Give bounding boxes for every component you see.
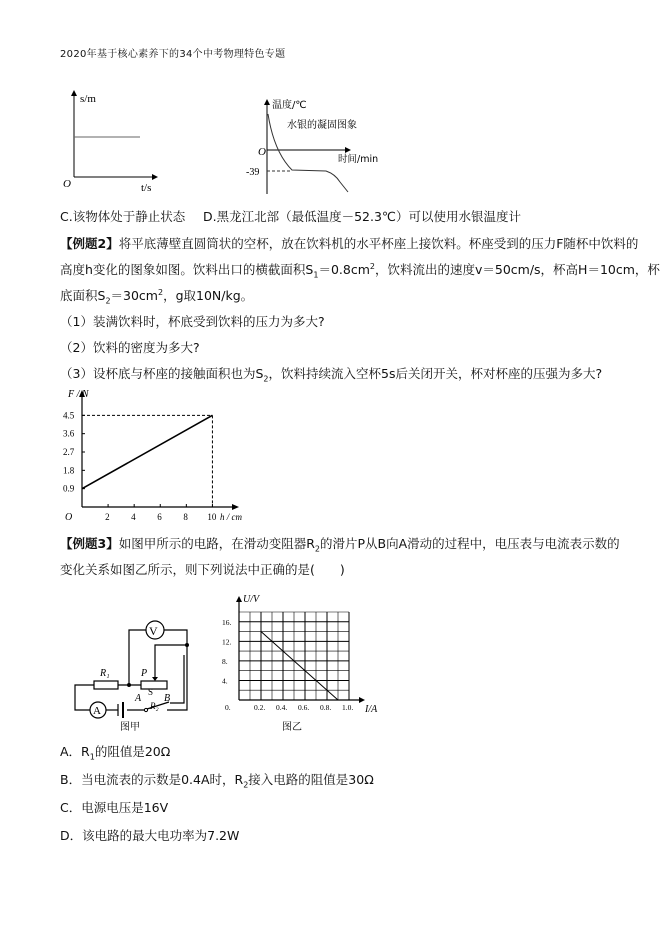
graph-title: 水银的凝固图象 <box>287 120 357 131</box>
example3-paragraph-line2: 变化关系如图乙所示，则下列说法中正确的是( ) <box>60 562 345 577</box>
origin-label: O <box>65 512 73 523</box>
rheostat-r2 <box>141 681 167 689</box>
text: ＝0.8cm <box>318 262 370 277</box>
figure-caption: 图乙 <box>282 722 302 733</box>
ammeter-label: A <box>93 705 101 717</box>
example3-paragraph-line1 <box>60 536 620 552</box>
x-tick-label: 0.6. <box>298 703 310 712</box>
junction <box>127 683 131 687</box>
option-b <box>60 772 374 788</box>
question-1: （1）装满饮料时，杯底受到饮料的压力为多大? <box>60 314 325 329</box>
y-tick-label: 12. <box>222 637 232 647</box>
y-tick-label: 16. <box>222 617 232 627</box>
x-axis-label: 时间/min <box>338 154 379 165</box>
superscript: 2 <box>158 287 164 297</box>
st-graph <box>55 85 175 195</box>
subscript: 1 <box>313 270 319 280</box>
text: B．当电流表的示数是0.4A时，R <box>60 772 244 787</box>
text: 底面积S <box>60 288 106 303</box>
resistor-r1 <box>94 681 118 689</box>
x-tick-label: 10 <box>207 512 217 522</box>
x-tick-label: 0. <box>225 703 231 712</box>
x-tick-label: 8 <box>183 512 188 522</box>
subscript: 2 <box>263 374 269 384</box>
example3-label: 【例题3】 <box>60 536 119 551</box>
option-d: D.黑龙江北部（最低温度－52.3℃）可以使用水银温度计 <box>203 209 521 224</box>
text: ，饮料持续流入空杯5s后关闭开关，杯对杯座的压强为多大? <box>268 366 603 381</box>
a-label: A <box>135 693 142 704</box>
circuit-diagram <box>60 605 200 735</box>
document-header: 2020年基于核心素养下的34个中考物理特色专题 <box>60 49 286 60</box>
data-line <box>82 415 212 488</box>
text: 的阻值是20Ω <box>94 744 171 759</box>
option-a <box>60 744 170 760</box>
mercury-solidification-graph <box>240 92 390 202</box>
example2-paragraph-line1 <box>60 236 638 252</box>
y-tick-label: 3.6 <box>63 428 75 439</box>
subscript: 1 <box>89 752 95 762</box>
text: ＝30cm <box>110 288 158 303</box>
option-c: C．电源电压是16V <box>60 800 169 815</box>
subscript: 2 <box>314 544 320 554</box>
s-label: S <box>148 687 154 697</box>
x-axis-label: h / cm <box>220 512 242 522</box>
b-label: B <box>164 693 171 704</box>
y-tick-label: 0.9 <box>63 483 75 494</box>
option-c: C.该物体处于静止状态 <box>60 209 186 224</box>
y-axis-label: s/m <box>80 93 96 105</box>
y-tick-label: 4. <box>222 676 228 686</box>
figure-caption: 图甲 <box>120 722 140 733</box>
subscript: 2 <box>243 780 249 790</box>
x-tick-label: 0.2. <box>254 703 266 712</box>
y-axis-label: U/V <box>243 594 260 605</box>
y-axis-label: 温度/℃ <box>272 100 307 111</box>
x-tick-label: 1.0. <box>342 703 354 712</box>
question-2: （2）饮料的密度为多大? <box>60 340 200 355</box>
x-axis-arrow <box>232 504 239 510</box>
origin-label: O <box>63 178 71 190</box>
y-tick-label: 4.5 <box>63 410 75 421</box>
text: 将平底薄壁直圆筒状的空杯，放在饮料机的水平杯座上接饮料。杯座受到的压力F随杯中饮料的 <box>118 236 639 251</box>
junction <box>185 643 189 647</box>
example2-label: 【例题2】 <box>60 236 119 251</box>
x-axis-arrow <box>359 697 365 703</box>
text: ，饮料流出的速度v＝50cm/s，杯高H＝10cm，杯 <box>374 262 660 277</box>
y-axis-label: F / N <box>68 389 89 400</box>
text: ，g取10N/kg。 <box>163 288 254 303</box>
text: （3）设杯底与杯座的接触面积也为S <box>60 366 264 381</box>
text: 的滑片P从B向A滑动的过程中，电压表与电流表示数的 <box>319 536 620 551</box>
tick-label: -39 <box>246 167 260 178</box>
x-tick-label: 2 <box>105 512 110 522</box>
r2-label: R₂ <box>150 701 159 711</box>
x-axis-label: t/s <box>141 182 152 194</box>
voltmeter-label: V <box>149 624 158 638</box>
x-axis-label: I/A <box>365 704 378 715</box>
example2-paragraph-line2 <box>60 262 660 278</box>
r1-label: R₁ <box>100 668 110 679</box>
y-tick-label: 1.8 <box>63 465 75 476</box>
x-tick-label: 0.8. <box>320 703 332 712</box>
question-3 <box>60 366 602 382</box>
x-tick-label: 4 <box>131 512 136 522</box>
force-height-chart <box>50 385 250 530</box>
subscript: 2 <box>105 296 111 306</box>
option-d: D．该电路的最大电功率为7.2W <box>60 828 240 843</box>
text: 接入电路的阻值是30Ω <box>248 772 374 787</box>
y-tick-label: 8. <box>222 656 228 666</box>
x-tick-label: 0.4. <box>276 703 288 712</box>
text: 高度h变化的图象如图。饮料出口的横截面积S <box>60 262 314 277</box>
y-tick-label: 2.7 <box>63 447 75 457</box>
origin-label: O <box>258 146 266 158</box>
p-label: P <box>141 668 148 679</box>
example2-paragraph-line3 <box>60 288 253 304</box>
text: 如图甲所示的电路，在滑动变阻器R <box>118 536 315 551</box>
x-tick-label: 6 <box>157 512 162 522</box>
superscript: 2 <box>369 261 375 271</box>
y-axis-arrow <box>236 596 242 602</box>
text: A．R <box>60 744 90 759</box>
voltage-current-chart <box>215 590 380 735</box>
